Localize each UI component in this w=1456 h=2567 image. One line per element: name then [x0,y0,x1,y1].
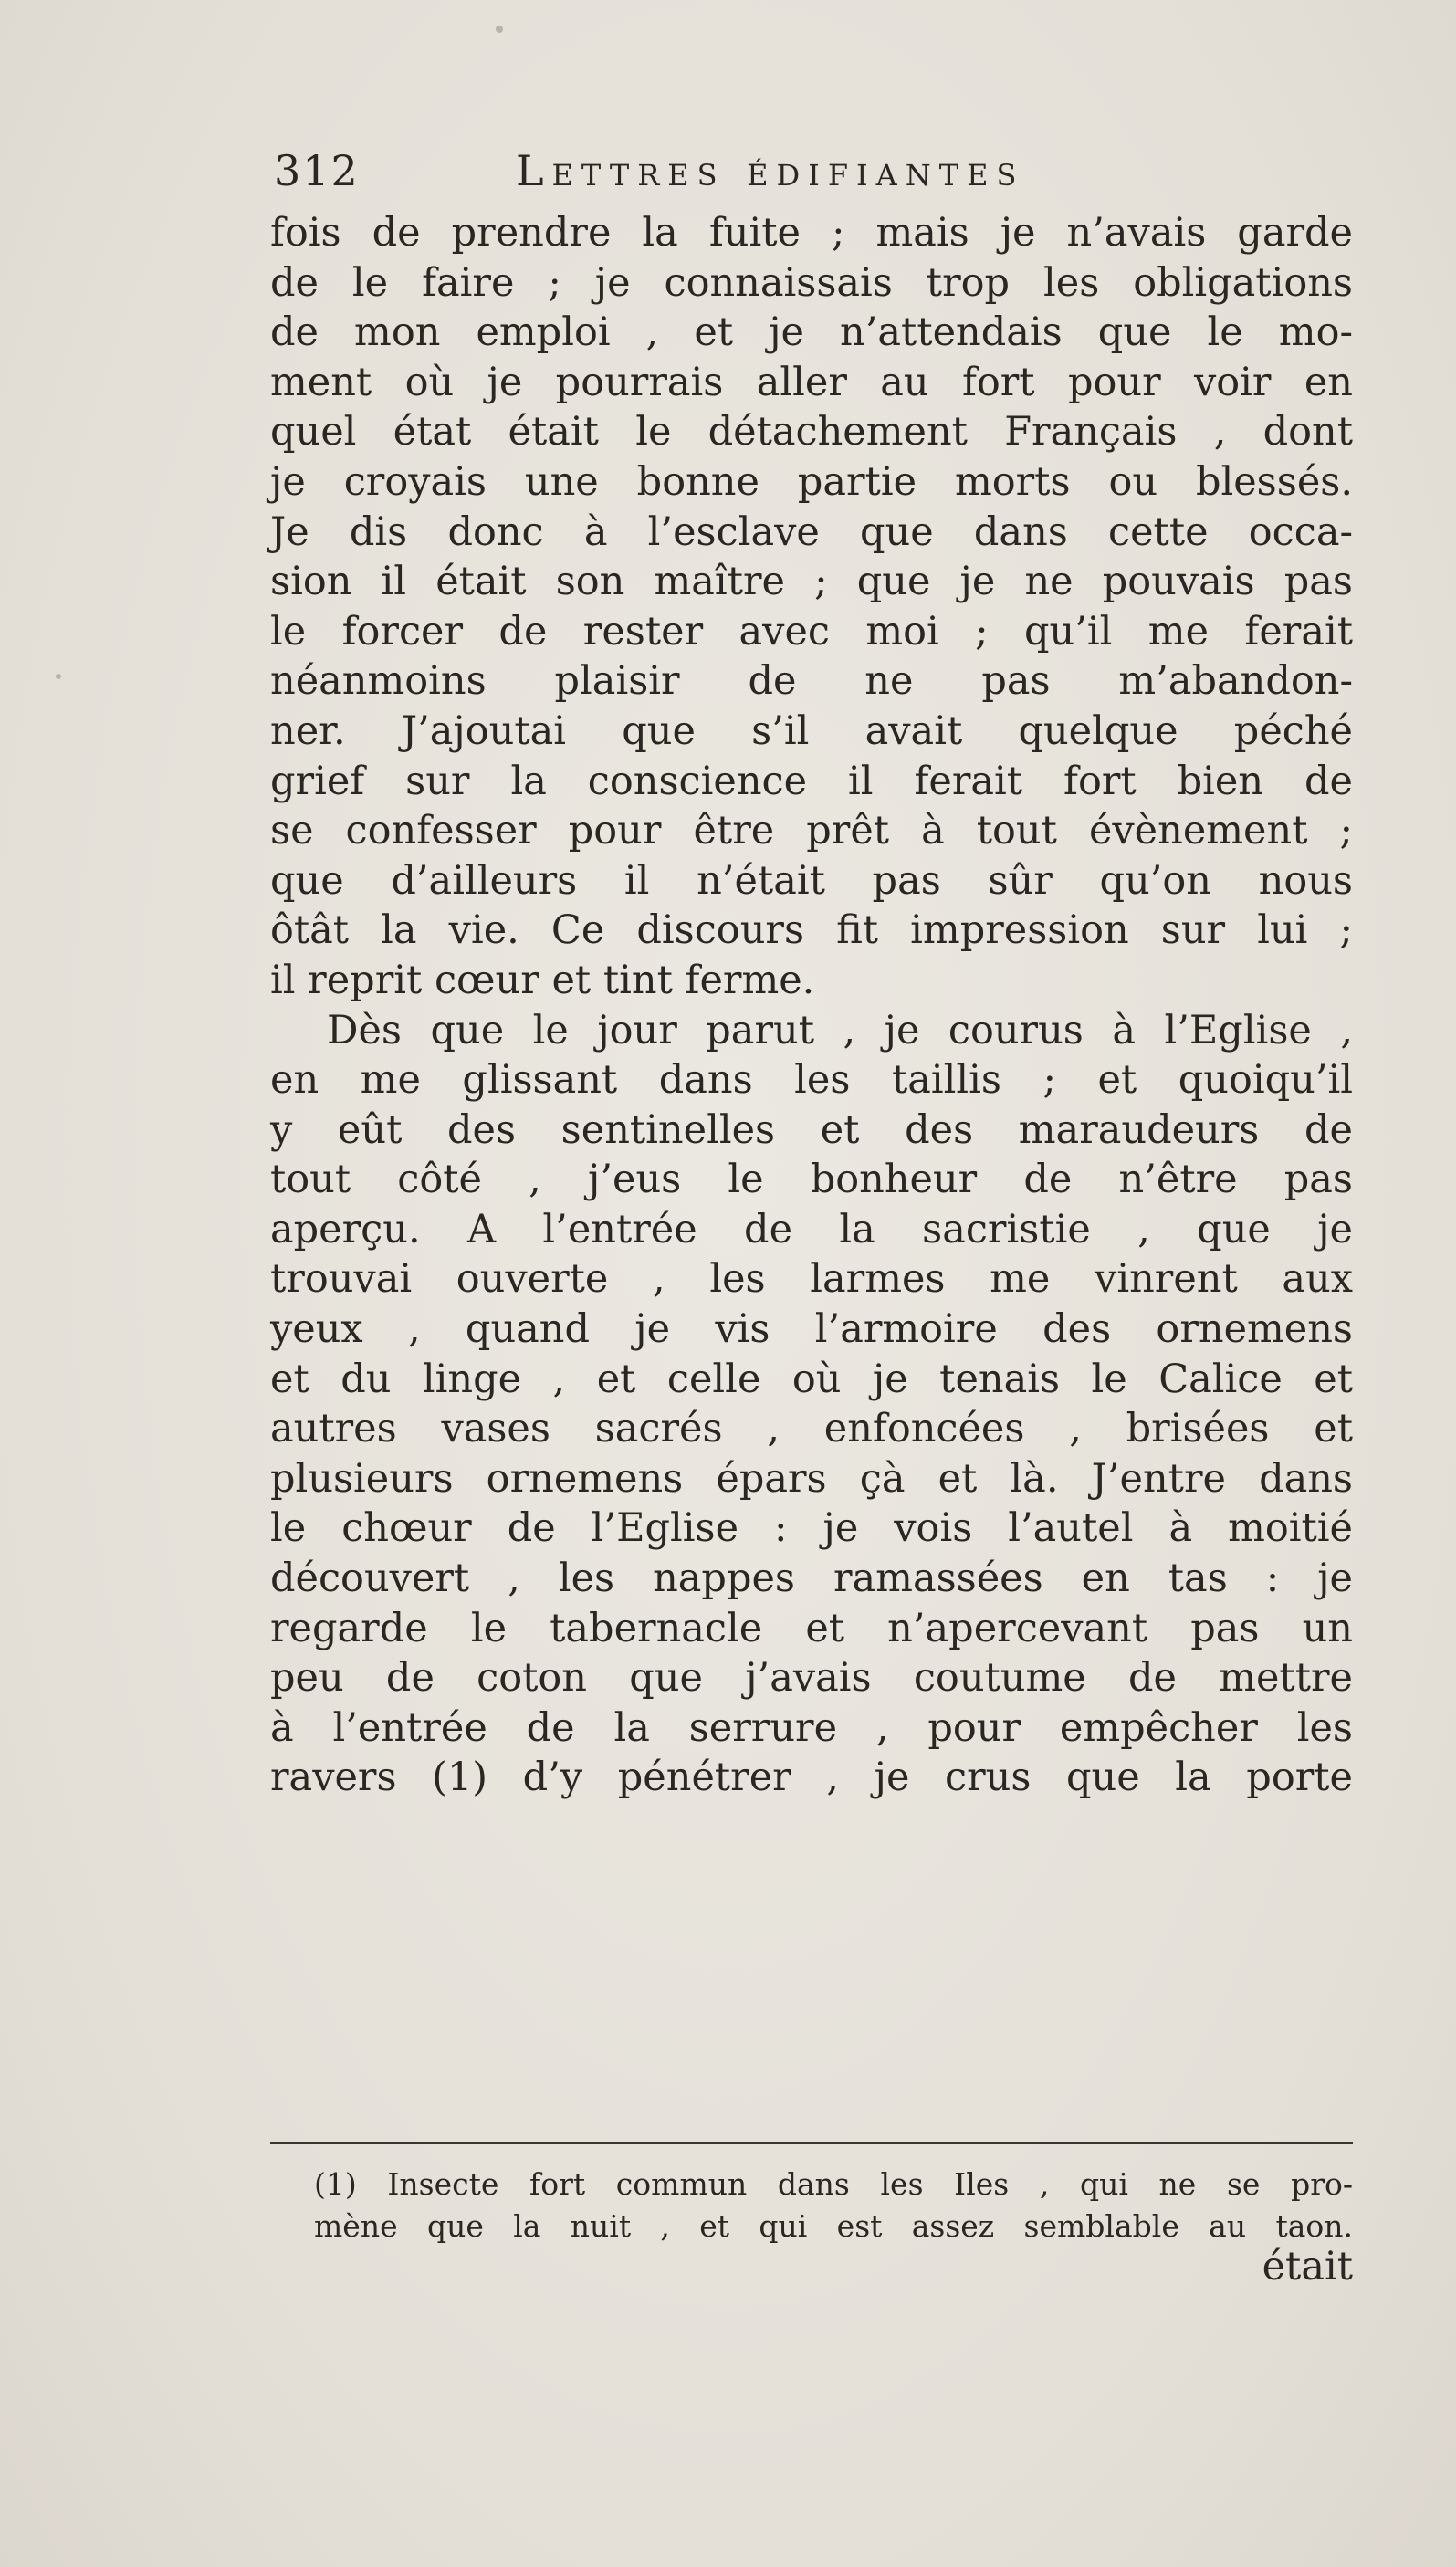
text-line: néanmoins plaisir de ne pas m’abandon- [270,658,1353,705]
text-line: découvert , les nappes ramassées en tas : je [270,1556,1353,1602]
text-line: quel état était le détachement Français , dont [270,409,1353,456]
text-line: sion il était son maître ; que je ne pouvais pas [270,559,1353,605]
text-line: autres vases sacrés , enfoncées , brisées et [270,1406,1353,1452]
footnote-line: (1) Insecte fort commun dans les Iles , qui ne se pro- [314,2166,1353,2202]
text-line: Je dis donc à l’esclave que dans cette occa- [270,508,1353,555]
text-line: le forcer de rester avec moi ; qu’il me ferait [270,608,1353,655]
text-line: que d’ailleurs il n’était pas sûr qu’on nous [270,857,1353,904]
footnote-line: mène que la nuit , et qui est assez semblable au taon. [314,2208,1353,2244]
page-header [274,146,1351,210]
text-line: de mon emploi , et je n’attendais que le mo- [270,309,1353,356]
running-title: Lettres édifiantes [516,146,1025,195]
text-line: ment où je pourrais aller au fort pour voir en [270,359,1353,405]
text-line: ner. J’ajoutai que s’il avait quelque péché [270,707,1353,754]
page-number: 312 [274,146,360,195]
text-line: le chœur de l’Eglise : je vois l’autel à moitié [270,1505,1353,1552]
paper-speck [56,674,61,679]
footnote [314,2164,1353,2247]
footnote-divider [270,2142,1353,2144]
text-line: je croyais une bonne partie morts ou blessés. [270,458,1353,505]
paragraph-start-line: Dès que le jour parut , je courus à l’Eglise , [327,1007,1353,1053]
catchword: était [1262,2244,1353,2289]
text-line: plusieurs ornemens épars çà et là. J’entre dans [270,1455,1353,1502]
paper-speck [496,26,503,33]
text-line: regarde le tabernacle et n’apercevant pas un [270,1605,1353,1651]
body-text [270,208,1353,1803]
text-line: trouvai ouverte , les larmes me vinrent aux [270,1256,1353,1303]
text-line: à l’entrée de la serrure , pour empêcher les [270,1704,1353,1751]
text-line: tout côté , j’eus le bonheur de n’être pas [270,1157,1353,1203]
text-line: se confesser pour être prêt à tout évènement ; [270,808,1353,854]
text-line: grief sur la conscience il ferait fort bien de [270,758,1353,804]
text-line: fois de prendre la fuite ; mais je n’avais garde [270,210,1353,256]
text-line: et du linge , et celle où je tenais le Calice et [270,1356,1353,1402]
text-line: y eût des sentinelles et des maraudeurs de [270,1106,1353,1153]
text-line: en me glissant dans les taillis ; et quoiqu’il [270,1057,1353,1104]
text-line: aperçu. A l’entrée de la sacristie , que je [270,1206,1353,1252]
text-line: de le faire ; je connaissais trop les obligations [270,259,1353,306]
text-line: ôtât la vie. Ce discours fit impression sur lui ; [270,907,1353,954]
paragraph-end-line: il reprit cœur et tint ferme. [270,957,815,1003]
text-line: yeux , quand je vis l’armoire des ornemens [270,1306,1353,1353]
text-line: ravers (1) d’y pénétrer , je crus que la porte [270,1755,1353,1801]
text-line: peu de coton que j’avais coutume de mettre [270,1655,1353,1702]
